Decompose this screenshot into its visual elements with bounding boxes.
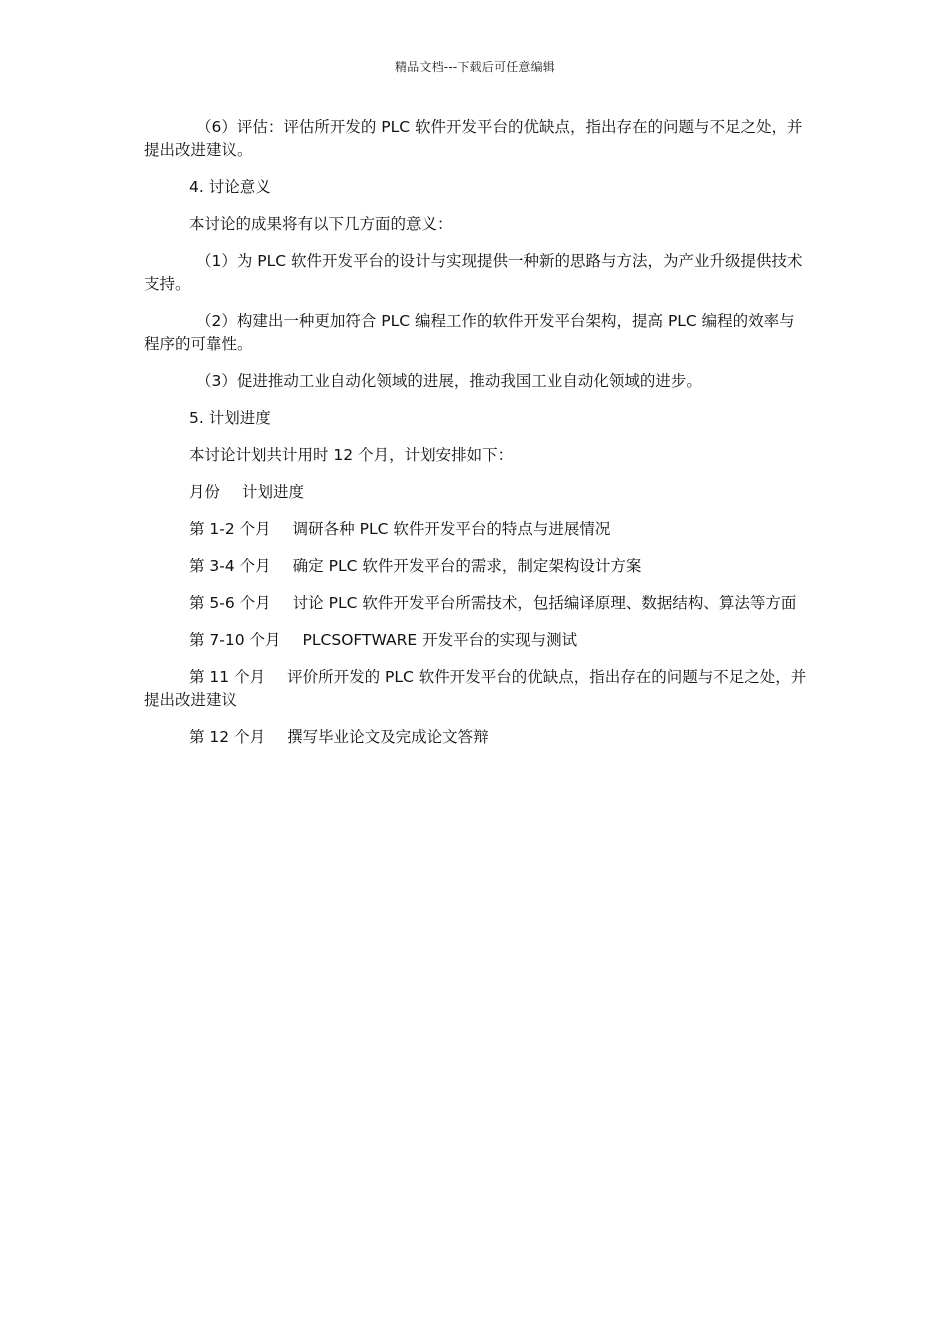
schedule-plan: 评价所开发的 PLC 软件开发平台的优缺点，指出存在的问题与不足之处，并提出改进建议	[144, 668, 807, 709]
schedule-row	[144, 666, 808, 712]
schedule-row	[144, 555, 808, 578]
section-heading-schedule: 5. 计划进度	[189, 409, 271, 427]
schedule-month: 第 1-2 个月	[189, 520, 271, 538]
paragraph-schedule-intro: 本讨论计划共计用时 12 个月，计划安排如下：	[189, 446, 514, 464]
schedule-plan: 撰写毕业论文及完成论文答辩	[287, 728, 489, 746]
schedule-month: 第 7-10 个月	[189, 631, 281, 649]
schedule-row	[144, 518, 808, 541]
paragraph-significance-1: （1）为 PLC 软件开发平台的设计与实现提供一种新的思路与方法，为产业升级提供技术支持。	[144, 252, 803, 293]
schedule-header-month: 月份	[189, 483, 221, 501]
schedule-row	[144, 726, 808, 749]
schedule-header-row	[144, 481, 808, 504]
schedule-month: 第 5-6 个月	[189, 594, 271, 612]
schedule-header-plan: 计划进度	[242, 483, 305, 501]
section-heading-significance: 4. 讨论意义	[189, 178, 271, 196]
schedule-month: 第 3-4 个月	[189, 557, 271, 575]
schedule-row	[144, 629, 808, 652]
schedule-month: 第 12 个月	[189, 728, 266, 746]
schedule-plan: PLCSOFTWARE 开发平台的实现与测试	[302, 631, 578, 649]
schedule-plan: 调研各种 PLC 软件开发平台的特点与进展情况	[292, 520, 611, 538]
page-header: 精品文档---下载后可任意编辑	[395, 60, 555, 74]
schedule-month: 第 11 个月	[189, 668, 266, 686]
paragraph-significance-3: （3）促进推动工业自动化领域的进展，推动我国工业自动化领域的进步。	[196, 372, 702, 390]
schedule-plan: 确定 PLC 软件开发平台的需求，制定架构设计方案	[292, 557, 642, 575]
paragraph-evaluation: （6）评估：评估所开发的 PLC 软件开发平台的优缺点，指出存在的问题与不足之处，并提出改进建议。	[144, 118, 803, 159]
paragraph-significance-2: （2）构建出一种更加符合 PLC 编程工作的软件开发平台架构，提高 PLC 编程的效率与程序的可靠性。	[144, 312, 795, 353]
paragraph-significance-intro: 本讨论的成果将有以下几方面的意义：	[189, 215, 453, 233]
document-body	[144, 116, 808, 763]
schedule-row	[144, 592, 808, 615]
schedule-plan: 讨论 PLC 软件开发平台所需技术，包括编译原理、数据结构、算法等方面	[292, 594, 797, 612]
